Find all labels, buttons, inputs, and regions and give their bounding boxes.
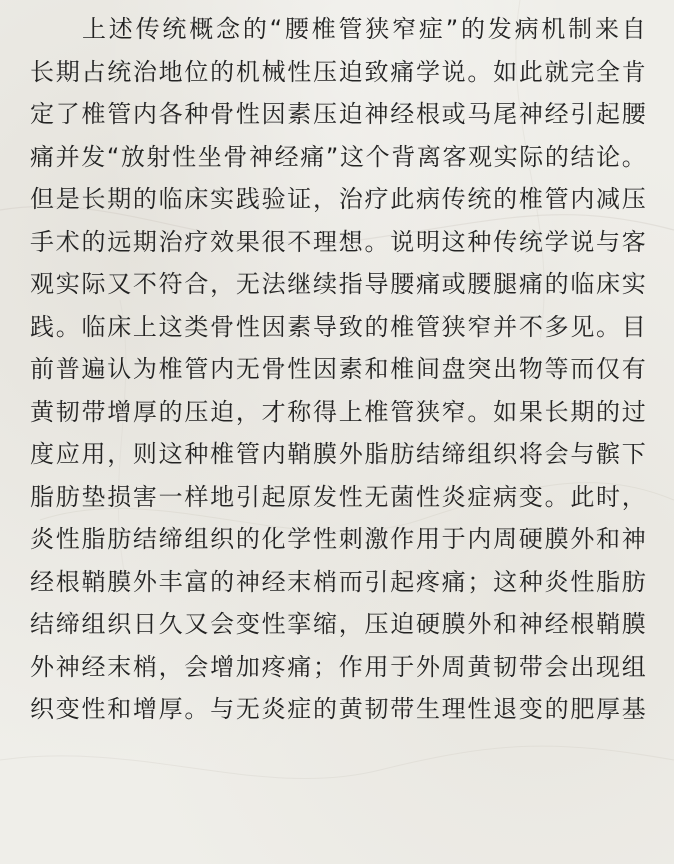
text-line: 践。临床上这类骨性因素导致的椎管狭窄并不多见。目: [30, 312, 646, 341]
text-line: 前普遍认为椎管内无骨性因素和椎间盘突出物等而仅有: [30, 355, 646, 383]
text-line: 观实际又不符合，无法继续指导腰痛或腰腿痛的临床实: [30, 270, 646, 298]
text-line: 外神经末梢，会增加疼痛；作用于外周黄韧带会出现组: [30, 652, 646, 681]
text-line: 但是长期的临床实践验证，治疗此病传统的椎管内减压: [30, 185, 646, 213]
text-line: 长期占统治地位的机械性压迫致痛学说。如此就完全肯: [30, 57, 646, 86]
text-line: 定了椎管内各种骨性因素压迫神经根或马尾神经引起腰: [30, 100, 646, 128]
text-line: 度应用，则这种椎管内鞘膜外脂肪结缔组织将会与髌下: [30, 440, 646, 468]
text-line: 经根鞘膜外丰富的神经末梢而引起疼痛；这种炎性脂肪: [30, 567, 646, 596]
text-line: 痛并发“放射性坐骨神经痛”这个背离客观实际的结论。: [30, 142, 646, 171]
text-line: 上述传统概念的“腰椎管狭窄症”的发病机制来自: [82, 15, 646, 43]
text-line: 炎性脂肪结缔组织的化学性刺激作用于内周硬膜外和神: [30, 525, 646, 553]
text-line: 手术的远期治疗效果很不理想。说明这种传统学说与客: [30, 227, 646, 256]
text-line: 织变性和增厚。与无炎症的黄韧带生理性退变的肥厚基: [30, 695, 646, 723]
text-line: 脂肪垫损害一样地引起原发性无菌性炎症病变。此时，: [30, 482, 646, 511]
article-body: [30, 8, 646, 731]
text-line: 黄韧带增厚的压迫，才称得上椎管狭窄。如果长期的过: [30, 397, 646, 426]
text-line: 结缔组织日久又会变性挛缩，压迫硬膜外和神经根鞘膜: [30, 610, 646, 638]
